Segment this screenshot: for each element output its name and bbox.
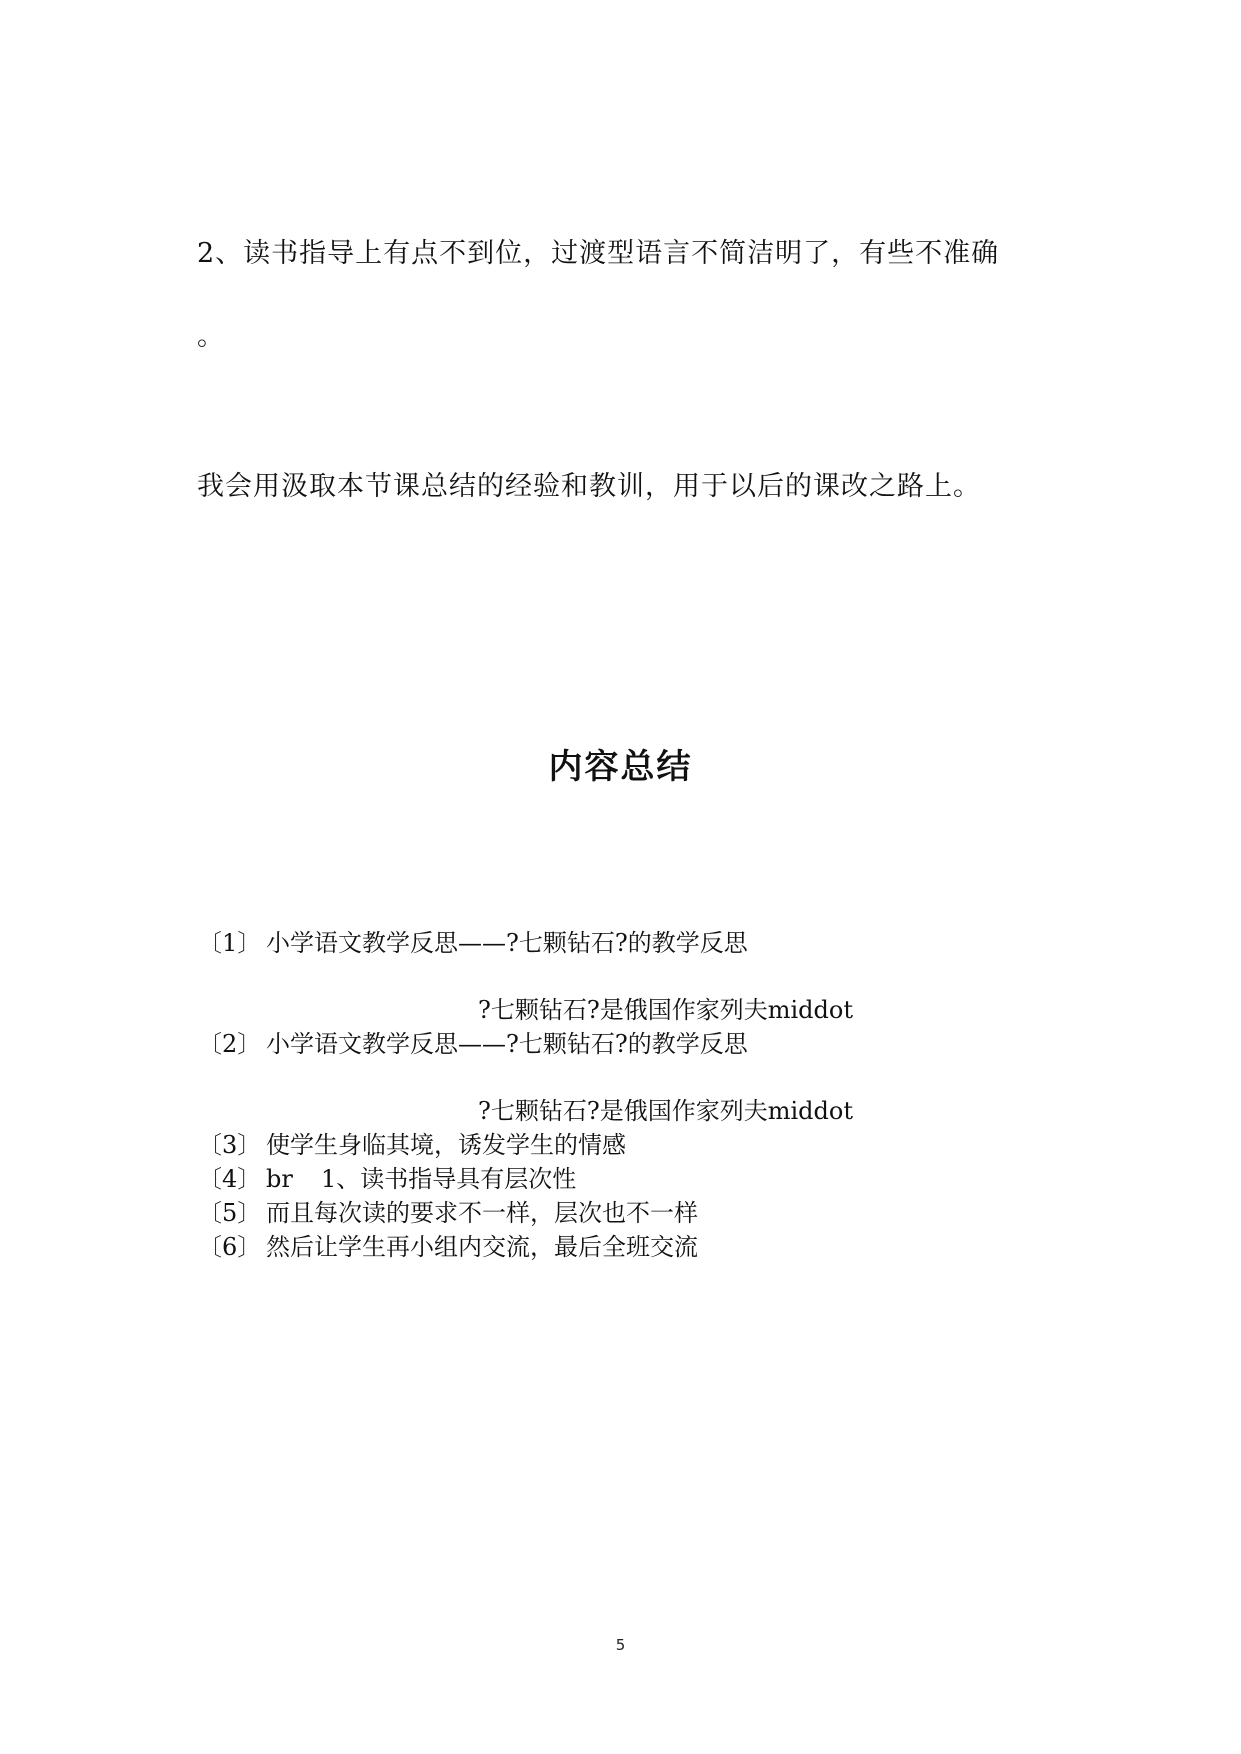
summary-item-text: 1、读书指导具有层次性: [321, 1165, 577, 1193]
summary-item-6: [198, 1230, 1098, 1264]
summary-item-4: [198, 1162, 1098, 1196]
body-paragraph-continuation: 。: [197, 321, 225, 352]
body-paragraph-conclusion: 我会用汲取本节课总结的经验和教训，用于以后的课改之路上。: [197, 471, 981, 502]
summary-item-5: [198, 1196, 1098, 1230]
summary-item-number: 〔5〕: [198, 1199, 262, 1227]
body-paragraph-reading-guidance: 2、读书指导上有点不到位，过渡型语言不简洁明了，有些不准确: [197, 238, 1000, 269]
summary-item-text: 小学语文教学反思——?七颗钻石?的教学反思: [266, 929, 748, 957]
summary-item-3: [198, 1128, 1098, 1162]
summary-item-text: 使学生身临其境，诱发学生的情感: [266, 1131, 626, 1159]
summary-item-1: [198, 926, 1098, 1027]
summary-item-text: 然后让学生再小组内交流，最后全班交流: [266, 1233, 698, 1261]
page-number: 5: [615, 1636, 626, 1654]
summary-item-number: 〔1〕: [198, 929, 262, 957]
summary-item-number: 〔3〕: [198, 1131, 262, 1159]
section-heading-content-summary: 内容总结: [548, 747, 693, 787]
summary-item-text: 而且每次读的要求不一样，层次也不一样: [266, 1199, 698, 1227]
summary-item-text: 小学语文教学反思——?七颗钻石?的教学反思: [266, 1030, 748, 1058]
summary-list: [198, 926, 1098, 1264]
summary-item-number: 〔4〕: [198, 1165, 262, 1193]
summary-item-number: 〔6〕: [198, 1233, 262, 1261]
summary-item-2: [198, 1027, 1098, 1128]
summary-item-subtext: ?七颗钻石?是俄国作家列夫middot: [478, 1097, 853, 1125]
summary-item-number: 〔2〕: [198, 1030, 262, 1058]
summary-item-prefix: br: [266, 1165, 293, 1193]
summary-item-subtext: ?七颗钻石?是俄国作家列夫middot: [478, 996, 853, 1024]
